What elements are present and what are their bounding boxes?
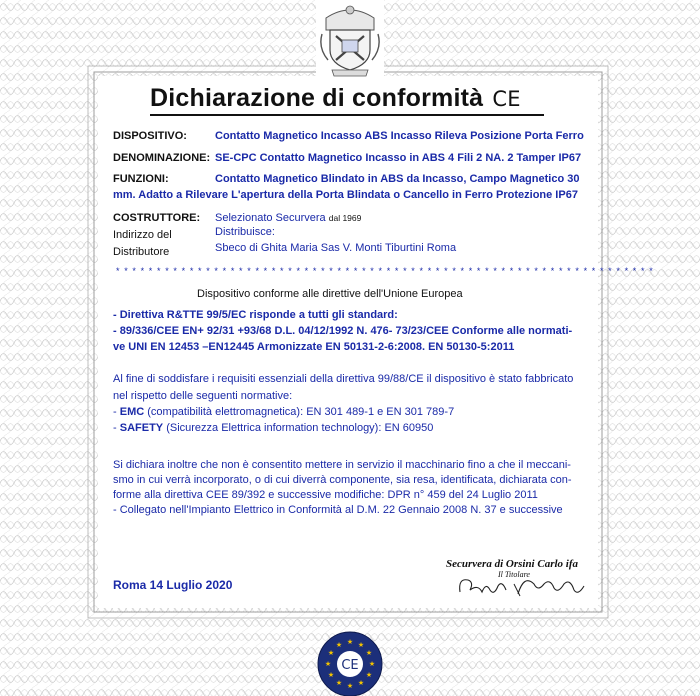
directive-line-1: - Direttiva R&TTE 99/5/EC risponde a tutti gli standard: xyxy=(113,309,398,321)
svg-text:★: ★ xyxy=(335,679,343,687)
svg-text:★: ★ xyxy=(324,660,332,668)
svg-text:★: ★ xyxy=(346,638,354,646)
distributore-value: Sbeco di Ghita Maria Sas V. Monti Tiburtini Roma xyxy=(215,242,457,254)
declaration-line-1: Si dichiara inoltre che non è consentito mettere in servizio il macchinario fino a che il meccani- xyxy=(113,459,571,471)
costruttore-value xyxy=(215,212,361,224)
seal-ce-text: CE xyxy=(341,658,359,673)
denominazione-value: SE-CPC Contatto Magnetico Incasso in ABS 4 Fili 2 NA. 2 Tamper IP67 xyxy=(215,152,582,164)
conformity-heading: Dispositivo conforme alle direttive dell'Unione Europea xyxy=(197,288,463,300)
indirizzo-label-line-1: Indirizzo del xyxy=(113,229,172,241)
svg-text:★: ★ xyxy=(365,671,373,679)
svg-text:★: ★ xyxy=(327,649,335,657)
emc-text: (compatibilità elettromagnetica): EN 301 489-1 e EN 301 789-7 xyxy=(144,406,455,418)
svg-text:★: ★ xyxy=(365,649,373,657)
declaration-line-3: forme alla direttiva CEE 89/392 e successive modifiche: DPR n° 459 del 24 Luglio 2011 xyxy=(113,489,538,501)
star-separator: * * * * * * * * * * * * * * * * * * * * * * * * * * * * * * * * * * * * * * * * * * * * * * * * * * * * * * * * * * * * * * * * * * xyxy=(116,266,654,276)
svg-text:★: ★ xyxy=(357,679,365,687)
denominazione-label: DENOMINAZIONE: xyxy=(113,152,211,164)
handwritten-signature xyxy=(454,570,594,600)
svg-text:★: ★ xyxy=(327,671,335,679)
eu-ce-seal-icon xyxy=(316,626,384,696)
requirements-line-2: nel rispetto delle seguenti normative: xyxy=(113,390,293,402)
coat-of-arms-emblem xyxy=(316,0,384,78)
ce-mark-icon: CE xyxy=(492,87,521,111)
title-underline xyxy=(150,114,544,116)
declaration-line-4: - Collegato nell'Impianto Elettrico in Conformità al D.M. 22 Gennaio 2008 N. 37 e successive xyxy=(113,504,563,516)
emc-prefix: - xyxy=(113,406,120,418)
indirizzo-label-line-2: Distributore xyxy=(113,246,170,258)
signature-role: Il Titolare xyxy=(498,570,530,579)
directive-line-3: ve UNI EN 12453 –EN12445 Armonizzate EN 50131-2-6:2008. EN 50130-5:2011 xyxy=(113,341,515,353)
funzioni-value-line-2: mm. Adatto a Rilevare L'apertura della Porta Blindata o Cancello in Ferro Protezione IP67 xyxy=(113,189,578,201)
svg-text:★: ★ xyxy=(346,682,354,690)
page-title xyxy=(150,84,521,113)
safety-label: SAFETY xyxy=(119,422,164,434)
safety-text: (Sicurezza Elettrica information technology): EN 60950 xyxy=(163,422,434,434)
dispositivo-value: Contatto Magnetico Incasso ABS Incasso Rileva Posizione Porta Ferro xyxy=(215,130,584,142)
signature-block xyxy=(446,558,579,579)
declaration-line-2: smo in cui verrà incorporato, o di cui diverrà componente, sia resa, identificata, dichiarata con- xyxy=(113,474,572,486)
signature-company: Securvera di Orsini Carlo ifa xyxy=(446,558,579,570)
safety-line xyxy=(113,421,433,436)
funzioni-label: FUNZIONI: xyxy=(113,173,169,185)
svg-text:★: ★ xyxy=(335,641,343,649)
safety-prefix: - xyxy=(113,422,120,434)
emc-line xyxy=(113,405,454,420)
directive-line-2: - 89/336/CEE EN+ 92/31 +93/68 D.L. 04/12/1992 N. 476- 73/23/CEE Conforme alle normati- xyxy=(113,325,573,337)
svg-text:★: ★ xyxy=(368,660,376,668)
costruttore-name: Selezionato Securvera xyxy=(215,212,326,224)
costruttore-label: COSTRUTTORE: xyxy=(113,212,201,224)
title-text: Dichiarazione di conformità xyxy=(150,84,484,112)
funzioni-value-line-1: Contatto Magnetico Blindato in ABS da Incasso, Campo Magnetico 30 xyxy=(215,173,580,185)
svg-text:★: ★ xyxy=(357,641,365,649)
costruttore-since: dal 1969 xyxy=(328,213,362,223)
dispositivo-label: DISPOSITIVO: xyxy=(113,130,187,142)
distribuisce-label: Distribuisce: xyxy=(215,226,275,238)
signature-date: Roma 14 Luglio 2020 xyxy=(113,578,233,592)
requirements-line-1: Al fine di soddisfare i requisiti essenziali della direttiva 99/88/CE il dispositivo è stato fabbricato xyxy=(113,373,574,385)
emc-label: EMC xyxy=(119,406,145,418)
